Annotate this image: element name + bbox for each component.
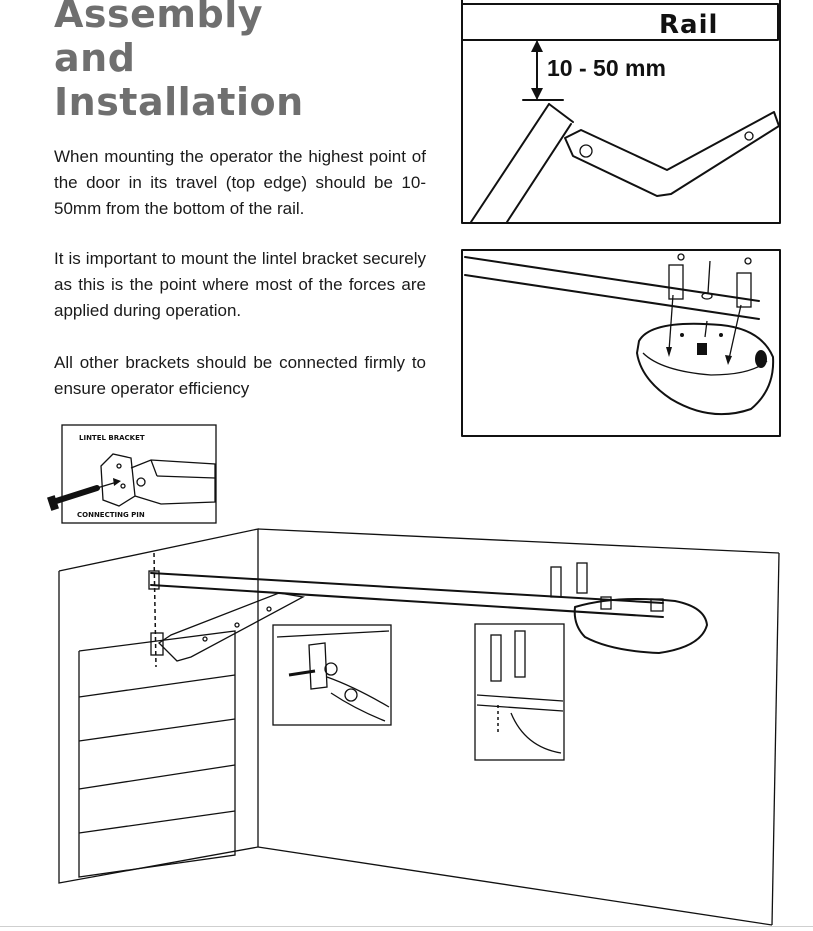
paragraph-mounting-height: When mounting the operator the highest point of the door in its travel (top edge) should be 10-50mm from the bottom of the rail. [54,147,426,218]
title-line-2: and [54,36,136,80]
paragraph-lintel-bracket: It is important to mount the lintel bracket securely as this is the point where most of the forces are applied during operation. [54,249,426,320]
clearance-measurement: 10 - 50 mm [547,55,666,81]
garage-installation-figure [55,527,785,931]
title-line-1: Assembly [54,0,264,36]
title-line-3: Installation [54,80,304,124]
page-title [54,0,394,124]
page-bottom-rule [0,926,813,927]
paragraph-other-brackets: All other brackets should be connected firmly to ensure operator efficiency [54,353,426,398]
lintel-bracket-label: LINTEL BRACKET [79,434,145,442]
rail-clearance-figure [461,0,781,225]
motor-mount-figure [461,249,781,437]
connecting-pin-label: CONNECTING PIN [77,511,145,519]
rail-bar [462,4,778,40]
rail-label: Rail [659,10,719,40]
lintel-bracket-figure [61,424,217,524]
